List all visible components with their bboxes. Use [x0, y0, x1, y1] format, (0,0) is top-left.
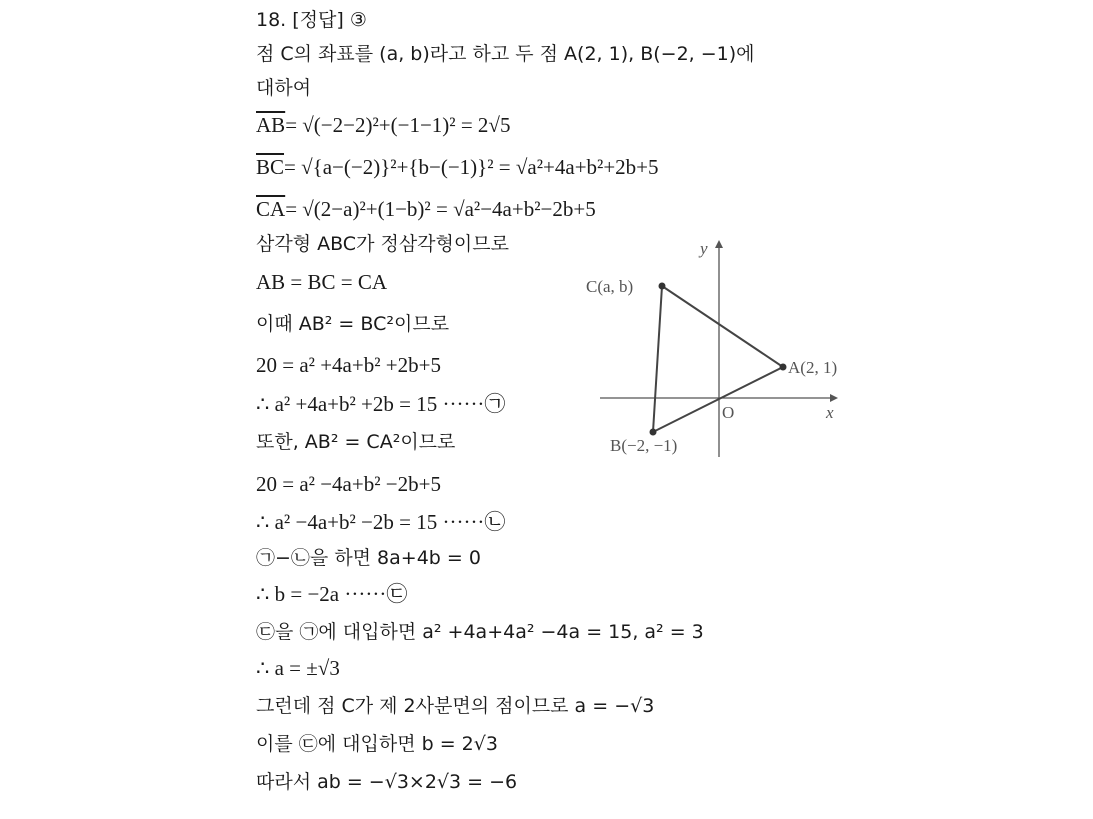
step-equilateral: 삼각형 ABC가 정삼각형이므로: [256, 233, 509, 255]
step-subtract: ㉠−㉡을 하면 8a+4b = 0: [256, 547, 481, 569]
segment-ab-label: $\overline{AB}$: [256, 113, 286, 137]
y-axis-arrow: [715, 240, 723, 248]
step-a-value: ∴ a = ±√3: [256, 656, 340, 680]
step-final-answer: 따라서 ab = −√3×2√3 = −6: [256, 771, 518, 793]
equation-bc: [256, 155, 659, 179]
equation-ca: [256, 197, 596, 221]
point-c: [659, 283, 666, 290]
step-eq-1: ∴ a² +4a+b² +2b = 15 ······㉠: [256, 392, 506, 416]
coordinate-figure: [582, 232, 862, 472]
triangle-abc: [653, 286, 783, 432]
label-c: C(a, b): [586, 277, 634, 296]
answer-heading: 18. [정답] ③: [256, 9, 367, 31]
step-substitute: ㉢을 ㉠에 대입하면 a² +4a+4a² −4a = 15, a² = 3: [256, 621, 704, 643]
label-a: A(2, 1): [788, 358, 838, 377]
equation-ca-rhs: = √(2−a)²+(1−b)² = √a²−4a+b²−2b+5: [285, 197, 596, 221]
step-b-value: 이를 ㉢에 대입하면 b = 2√3: [256, 733, 498, 755]
segment-bc-label: $\overline{BC}$: [256, 155, 285, 179]
equation-ab: [256, 113, 510, 137]
step-second-quadrant: 그런데 점 C가 제 2사분면의 점이므로 a = −√3: [256, 695, 655, 717]
point-a: [780, 364, 787, 371]
intro-line-1: 점 C의 좌표를 (a, b)라고 하고 두 점 A(2, 1), B(−2, −1)에: [256, 43, 755, 65]
intro-line-2: 대하여: [256, 77, 312, 99]
x-axis-arrow: [830, 394, 838, 402]
label-b: B(−2, −1): [610, 436, 678, 455]
label-x-axis: x: [826, 403, 834, 422]
label-origin: O: [722, 403, 735, 422]
step-ab-bc-squared: 이때 AB² = BC²이므로: [256, 313, 450, 335]
segment-ca-label: $\overline{CA}$: [256, 197, 286, 221]
step-eq-2: ∴ a² −4a+b² −2b = 15 ······㉡: [256, 510, 506, 534]
step-equal-sides: AB = BC = CA: [256, 270, 388, 294]
label-y-axis: y: [700, 239, 708, 258]
equation-ab-rhs: = √(−2−2)²+(−1−1)² = 2√5: [285, 113, 511, 137]
step-ab-ca-squared: 또한, AB² = CA²이므로: [256, 431, 456, 453]
step-eq-20-minus: 20 = a² −4a+b² −2b+5: [256, 472, 441, 496]
equation-bc-rhs: = √{a−(−2)}²+{b−(−1)}² = √a²+4a+b²+2b+5: [284, 155, 659, 179]
point-b: [650, 429, 657, 436]
step-eq-20-plus: 20 = a² +4a+b² +2b+5: [256, 353, 441, 377]
step-eq-3: ∴ b = −2a ······㉢: [256, 582, 408, 606]
